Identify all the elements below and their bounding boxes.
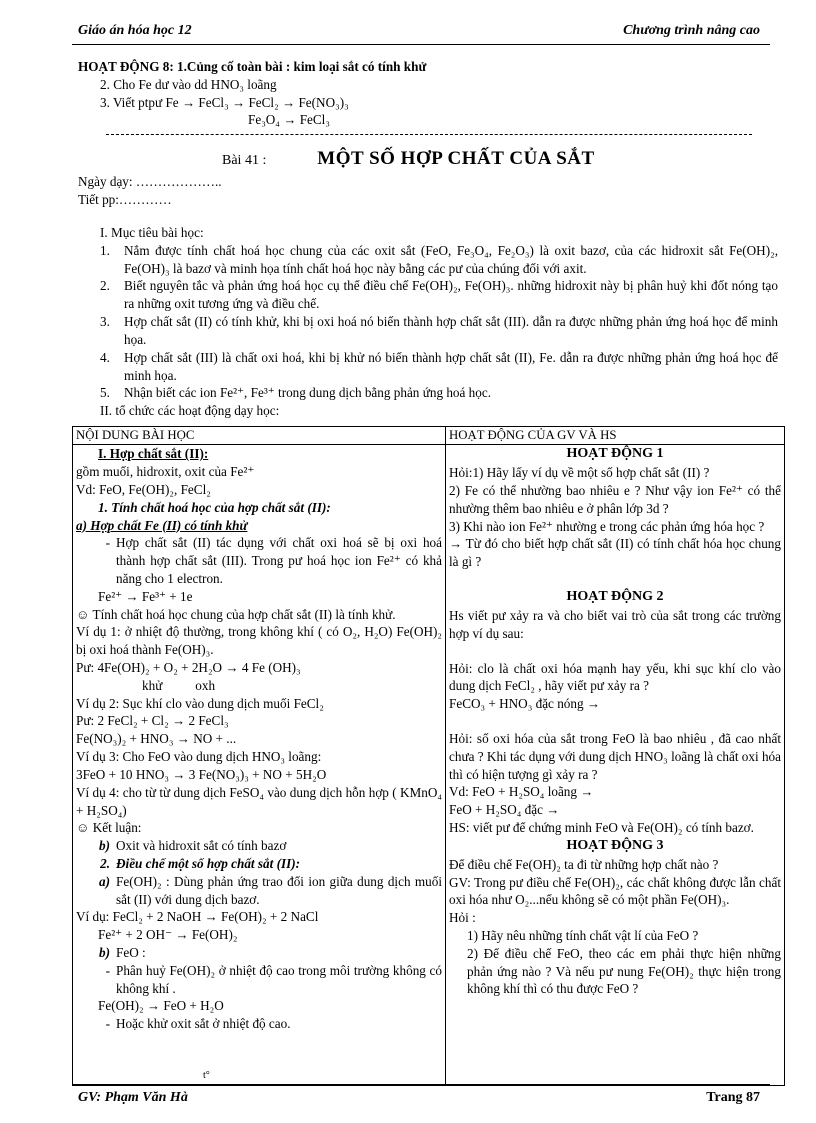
lesson-title-row: [222, 146, 595, 172]
goals-heading: I. Mục tiêu bài học:: [100, 225, 204, 240]
item-text: FeO :: [116, 945, 146, 961]
spacer: [449, 713, 781, 730]
item-text: Fe(OH)₂ : Dùng phản ứng trao đổi ion giữa dung dịch muối sắt (II) với dung dịch bazơ.: [116, 873, 442, 907]
goals-section: [78, 224, 778, 420]
paragraph: Hỏi :: [449, 910, 476, 926]
paragraph: FeO + H₂SO₄ đặc →: [449, 802, 560, 818]
bullet-text: Phân huỷ Fe(OH)₂ ở nhiệt độ cao trong môi trường không có không khí .: [116, 962, 442, 996]
activity-8: [78, 58, 768, 129]
col-header-content: NỘI DUNG BÀI HỌC: [73, 427, 446, 445]
paragraph: Pư: 2 FeCl₂ + Cl₂ → 2 FeCl₃: [76, 713, 229, 729]
paragraph: → Từ đó cho biết hợp chất sắt (II) có tính chất hóa học chung là gì ?: [449, 536, 781, 570]
goal-text: Hợp chất sắt (II) có tính khử, khi bị oxi hoá nó biến thành hợp chất sắt (III). dẫn ra được những phản ứng hoá học để minh họa.: [124, 314, 778, 347]
lesson-table: [72, 426, 785, 1086]
footer-rule: [72, 1084, 770, 1085]
item-marker: a): [99, 873, 110, 889]
bullet-text: Hoặc khử oxit sắt ở nhiệt độ cao.: [116, 1016, 291, 1032]
paragraph: FeCO₃ + HNO₃ đặc nóng →: [449, 696, 601, 712]
lesson-meta: [78, 173, 222, 209]
equation: Fe²⁺ + 2 OH⁻ → Fe(OH)₂: [98, 927, 238, 943]
goal-number: 2.: [100, 278, 110, 294]
question-item: 2) Để điều chế FeO, theo các em phải thực hiện những phản ứng nào ? Và nếu pư nung Fe(OH)₂ thực hiện trong không khí thì có thu được FeO ?: [467, 945, 781, 997]
activities-cell: [446, 445, 785, 1086]
question-item: 1) Hãy nêu những tính chất vật lí của FeO ?: [467, 928, 699, 943]
lesson-title: MỘT SỐ HỢP CHẤT CỦA SẮT: [317, 148, 595, 169]
bullet-dash: -: [105, 1016, 110, 1032]
lettered-item: [76, 944, 442, 962]
lesson-content-cell: [73, 445, 446, 1086]
goal-text: Nhận biết các ion Fe²⁺, Fe³⁺ trong dung dịch bằng phản ứng hoá học.: [124, 385, 492, 401]
paragraph: Pư: 4Fe(OH)₂ + O₂ + 2H₂O → 4 Fe (OH)₃: [76, 660, 301, 676]
paragraph: ☺ Kết luận:: [76, 820, 142, 836]
item-marker: b): [99, 838, 110, 854]
subsection-title: a) Hợp chất Fe (II) có tính khử: [76, 517, 248, 533]
header-rule: [72, 44, 770, 45]
paragraph: 3) Khi nào ion Fe²⁺ nhường e trong các phản ứng hóa học ?: [449, 518, 765, 534]
goal-number: 3.: [100, 314, 110, 330]
paragraph: Hỏi: clo là chất oxi hóa mạnh hay yếu, khi sục khí clo vào dung dịch FeCl₂ , hãy viết pư xảy ra ?: [449, 660, 781, 694]
header-right: Chương trình nâng cao: [623, 23, 760, 38]
bullet-item: [76, 962, 442, 998]
section-heading: I. Hợp chất sắt (II):: [98, 446, 209, 462]
item-text: Điều chế một số hợp chất sắt (II):: [116, 855, 301, 871]
temperature-mark: t°: [203, 1070, 210, 1081]
teaching-date: Ngày dạy: ………………..: [78, 174, 222, 189]
activity-8-line1: HOẠT ĐỘNG 8: 1.Củng cố toàn bài : kim loại sắt có tính khử: [78, 59, 427, 74]
paragraph: Ví dụ 2: Sục khí clo vào dung dịch muối FeCl₂: [76, 695, 324, 711]
goal-item: [78, 242, 778, 278]
goal-item: [78, 349, 778, 385]
paragraph: GV: Trong pư điều chế Fe(OH)₂, các chất không được lẫn chất oxi hóa như O₂...nếu không sẽ có một phần Fe(OH)₃.: [449, 874, 781, 908]
equation: Fe(OH)₂ → FeO + H₂O: [98, 998, 224, 1014]
goal-item: [78, 313, 778, 349]
goal-item: [78, 384, 778, 402]
paragraph: Ví dụ 3: Cho FeO vào dung dịch HNO₃ loãng:: [76, 749, 322, 765]
item-marker: b): [99, 945, 110, 961]
goal-text: Hợp chất sắt (III) là chất oxi hoá, khi bị khử nó biến thành hợp chất sắt (II), Fe. dẫn ra được những phản ứng hoá học để minh họa.: [124, 349, 778, 383]
dashed-separator: [106, 134, 752, 135]
goal-number: 1.: [100, 242, 110, 258]
paragraph: Vd: FeO + H₂SO₄ loãng →: [449, 784, 594, 800]
equation: Fe²⁺ → Fe³⁺ + 1e: [98, 588, 193, 604]
paragraph: Hs viết pư xảy ra và cho biết vai trò của sắt trong các trường hợp ví dụ sau:: [449, 607, 781, 641]
paragraph: Fe(NO₃)₂ + HNO₃ → NO + ...: [76, 731, 237, 747]
paragraph: Ví dụ: FeCl₂ + 2 NaOH → Fe(OH)₂ + 2 NaCl: [76, 909, 319, 925]
activity-8-line2: 2. Cho Fe dư vào dd HNO₃ loãng: [100, 76, 277, 92]
lettered-item: [76, 873, 442, 909]
bullet-item: [76, 1015, 442, 1033]
paragraph: Ví dụ 4: cho từ từ dung dịch FeSO₄ vào dung dịch hỗn hợp ( KMnO₄ + H₂SO₄): [76, 784, 442, 818]
col-header-activities: HOẠT ĐỘNG CỦA GV VÀ HS: [446, 427, 785, 445]
activity-heading: HOẠT ĐỘNG 1: [566, 446, 664, 462]
paragraph: Để điều chế Fe(OH)₂ ta đi từ những hợp chất nào ?: [449, 856, 719, 872]
paragraph: Hỏi:1) Hãy lấy ví dụ về một số hợp chất sắt (II) ?: [449, 465, 710, 481]
goal-text: Biết nguyên tắc và phản ứng hoá học cụ thể điều chế Fe(OH)₂, Fe(OH)₃. những hidroxit này bị phân huỷ khi đốt nóng tạo ra những oxit tương ứng và điều chế.: [124, 278, 778, 312]
bullet-dash: -: [105, 535, 110, 551]
paragraph: ☺ Tính chất hoá học chung của hợp chất sắt (II) là tính khử.: [76, 606, 396, 622]
item-marker: 2.: [100, 855, 110, 871]
paragraph: gồm muối, hidroxit, oxit của Fe²⁺: [76, 464, 255, 480]
paragraph: HS: viết pư để chứng minh FeO và Fe(OH)₂ có tính bazơ.: [449, 820, 754, 836]
activity-heading: HOẠT ĐỘNG 3: [566, 837, 664, 853]
goal-text: Nắm được tính chất hoá học chung của các oxit sắt (FeO, Fe₃O₄, Fe₂O₃) là oxit bazơ, của các hidroxit sắt Fe(OH)₂, Fe(OH)₃ là bazơ và minh họa tính chất hoá học này bằng các pư của chúng đối với axit.: [124, 242, 778, 276]
subsection-heading: 1. Tính chất hoá học của hợp chất sắt (II):: [98, 499, 331, 515]
item-text: Oxit và hidroxit sắt có tính bazơ: [116, 838, 287, 854]
paragraph: Vd: FeO, Fe(OH)₂, FeCl₂: [76, 481, 211, 497]
activity-8-line3: 3. Viết ptpư Fe → FeCl₃ → FeCl₂ → Fe(NO₃)₃: [100, 94, 349, 110]
lesson-number: Bài 41 :: [222, 153, 267, 168]
bullet-dash: -: [105, 962, 110, 978]
goal-item: [78, 277, 778, 313]
lettered-item: [76, 855, 442, 873]
paragraph: 3FeO + 10 HNO₃ → 3 Fe(NO₃)₃ + NO + 5H₂O: [76, 766, 327, 782]
goal-number: 5.: [100, 385, 110, 401]
spacer: [449, 643, 781, 660]
lettered-item: [76, 837, 442, 855]
bullet-text: Hợp chất sắt (II) tác dụng với chất oxi hoá sẽ bị oxi hoá thành hợp chất sắt (III). Trong pư hoá học ion Fe²⁺ có khả năng cho 1 electron.: [116, 535, 442, 586]
paragraph: Hỏi: số oxi hóa của sắt trong FeO là bao nhiêu , đã cao nhất chưa ? Khi tác dụng với dung dịch HNO₃ loãng là chất oxi hóa thì có hiện tượng gì xảy ra ?: [449, 730, 781, 782]
goal-number: 4.: [100, 349, 110, 365]
activity-heading: HOẠT ĐỘNG 2: [566, 589, 664, 605]
header-left: Giáo án hóa học 12: [78, 23, 192, 38]
spacer: [449, 571, 781, 588]
paragraph: Ví dụ 1: ở nhiệt độ thường, trong không khí ( có O₂, H₂O) Fe(OH)₂ bị oxi hoá thành Fe(OH)₃.: [76, 624, 442, 658]
period-number: Tiết pp:…………: [78, 191, 172, 207]
bullet-item: [76, 534, 442, 587]
activities-heading: II. tổ chức các hoạt động dạy học:: [100, 403, 280, 419]
paragraph: 2) Fe có thể nhường bao nhiêu e ? Như vậy ion Fe²⁺ có thể nhường thêm bao nhiêu e ở phân lớp 3d ?: [449, 482, 781, 516]
role-note: khử oxh: [142, 677, 216, 693]
footer-author: GV: Phạm Văn Hà: [78, 1090, 188, 1105]
goals-list: [78, 242, 778, 402]
footer-page: Trang 87: [706, 1090, 760, 1105]
activity-8-line4: Fe₃O₄ → FeCl₃: [248, 112, 330, 128]
